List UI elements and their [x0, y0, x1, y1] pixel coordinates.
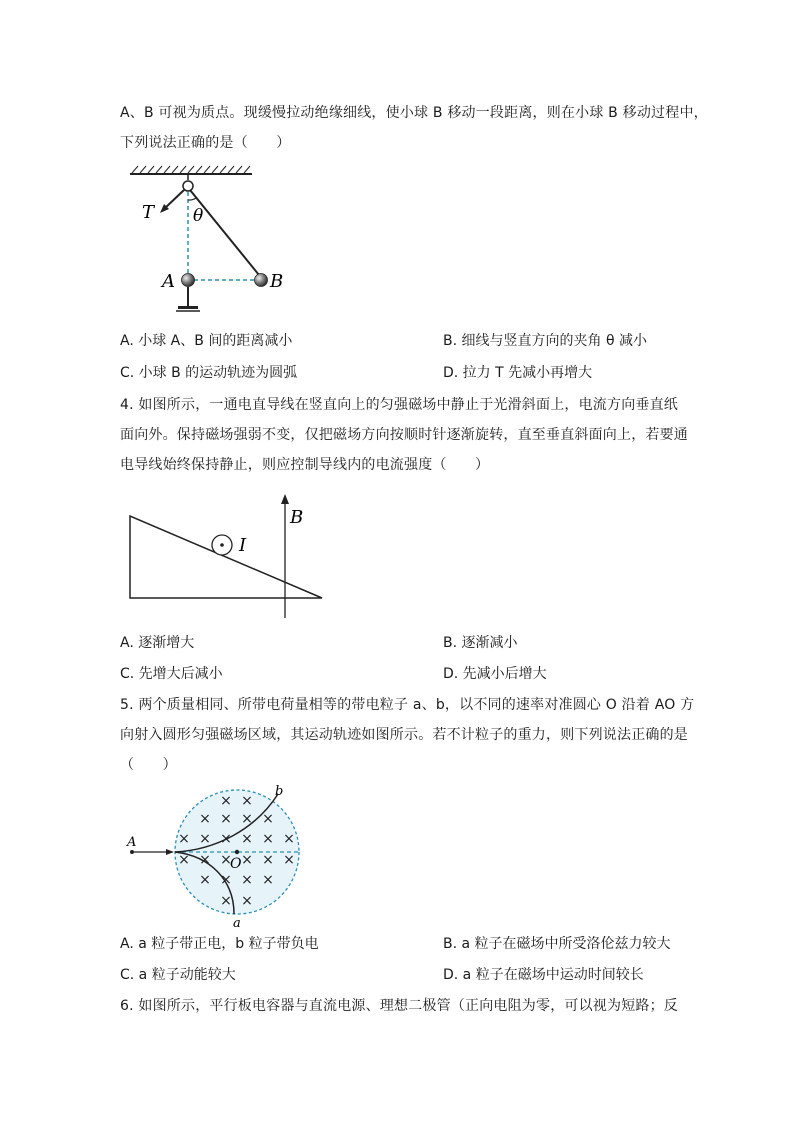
pulley-icon: [183, 181, 193, 191]
label-A: A: [162, 271, 175, 292]
q4-option-d: D. 先减小后增大: [443, 666, 547, 682]
cross-icon: ×: [241, 831, 253, 847]
tension-arrow: [164, 190, 184, 209]
ceiling-hatch: [132, 166, 250, 173]
q5-stem-line3: （ ）: [120, 757, 177, 773]
cross-icon: ×: [283, 852, 295, 868]
cross-icon: ×: [241, 872, 253, 888]
cross-icon: ×: [220, 793, 232, 809]
cross-icon: ×: [283, 831, 295, 847]
cross-icon: ×: [199, 852, 211, 868]
q3-stem-line1: A、B 可视为质点。现缓慢拉动绝缘细线，使小球 B 移动一段距离，则在小球 B 移动过程中，: [120, 105, 708, 121]
label-I: I: [239, 535, 247, 556]
cross-icon: ×: [262, 811, 274, 827]
q4-option-a: A. 逐渐增大: [120, 635, 195, 651]
q3-option-d: D. 拉力 T 先减小再增大: [443, 365, 593, 381]
cross-icon: ×: [262, 872, 274, 888]
incline-triangle: [130, 516, 322, 598]
arrowhead-icon: [166, 849, 174, 855]
q3-option-c: C. 小球 B 的运动轨迹为圆弧: [120, 365, 298, 381]
cross-icon: ×: [241, 893, 253, 909]
cross-icon: ×: [199, 831, 211, 847]
cross-icon: ×: [220, 893, 232, 909]
cross-icon: ×: [178, 831, 190, 847]
q4-option-b: B. 逐渐减小: [443, 635, 518, 651]
q5-option-a: A. a 粒子带正电，b 粒子带负电: [120, 936, 319, 952]
string-line: [190, 190, 259, 275]
cross-icon: ×: [220, 811, 232, 827]
q3-figure: [120, 162, 300, 322]
arrowhead-icon: [281, 494, 289, 504]
label-a: a: [233, 916, 241, 931]
cross-icon: ×: [262, 852, 274, 868]
label-O: O: [230, 856, 242, 872]
cross-icon: ×: [220, 831, 232, 847]
cross-icon: ×: [241, 811, 253, 827]
q4-stem-line1: 4. 如图所示，一通电直导线在竖直向上的匀强磁场中静止于光滑斜面上，电流方向垂直纸: [120, 397, 679, 413]
cross-icon: ×: [199, 811, 211, 827]
q6-stem-line1: 6. 如图所示，平行板电容器与直流电源、理想二极管（正向电阻为零，可以视为短路；反: [120, 998, 679, 1014]
q5-stem-line1: 5. 两个质量相同、所带电荷量相等的带电粒子 a、b，以不同的速率对准圆心 O 沿着 AO 方: [120, 697, 695, 713]
cross-icon: ×: [241, 793, 253, 809]
cross-icon: ×: [220, 852, 232, 868]
stand-base: [178, 306, 198, 309]
q5-stem-line2: 向射入圆形匀强磁场区域，其运动轨迹如图所示。若不计粒子的重力，则下列说法正确的是: [120, 727, 688, 743]
label-T: T: [142, 202, 155, 223]
q5-option-d: D. a 粒子在磁场中运动时间较长: [443, 967, 644, 983]
label-B: B: [290, 507, 304, 528]
q3-option-b: B. 细线与竖直方向的夹角 θ 减小: [443, 333, 647, 349]
q5-option-b: B. a 粒子在磁场中所受洛伦兹力较大: [443, 936, 671, 952]
q5-option-c: C. a 粒子动能较大: [120, 967, 236, 983]
ball-A-icon: [182, 274, 195, 287]
ball-B-icon: [255, 274, 268, 287]
q4-stem-line3: 电导线始终保持静止，则应控制导线内的电流强度（ ）: [120, 457, 490, 473]
theta-arc: [188, 198, 196, 200]
cross-icon: ×: [262, 831, 274, 847]
q4-stem-line2: 面向外。保持磁场强弱不变，仅把磁场方向按顺时针逐渐旋转，直至垂直斜面向上，若要通: [120, 427, 688, 443]
cross-icon: ×: [178, 852, 190, 868]
center-O: [235, 850, 239, 854]
point-A: [130, 850, 134, 854]
label-b: b: [275, 784, 284, 799]
cross-icon: ×: [241, 852, 253, 868]
label-A: A: [127, 835, 137, 850]
cross-icon: ×: [220, 872, 232, 888]
q3-stem-line2: 下列说法正确的是（ ）: [120, 135, 291, 151]
q3-option-a: A. 小球 A、B 间的距离减小: [120, 333, 293, 349]
q4-option-c: C. 先增大后减小: [120, 666, 223, 682]
cross-icon: ×: [199, 872, 211, 888]
label-B: B: [270, 271, 284, 292]
q4-figure: [120, 488, 340, 623]
label-theta: θ: [193, 206, 204, 226]
q5-figure: [120, 782, 320, 932]
